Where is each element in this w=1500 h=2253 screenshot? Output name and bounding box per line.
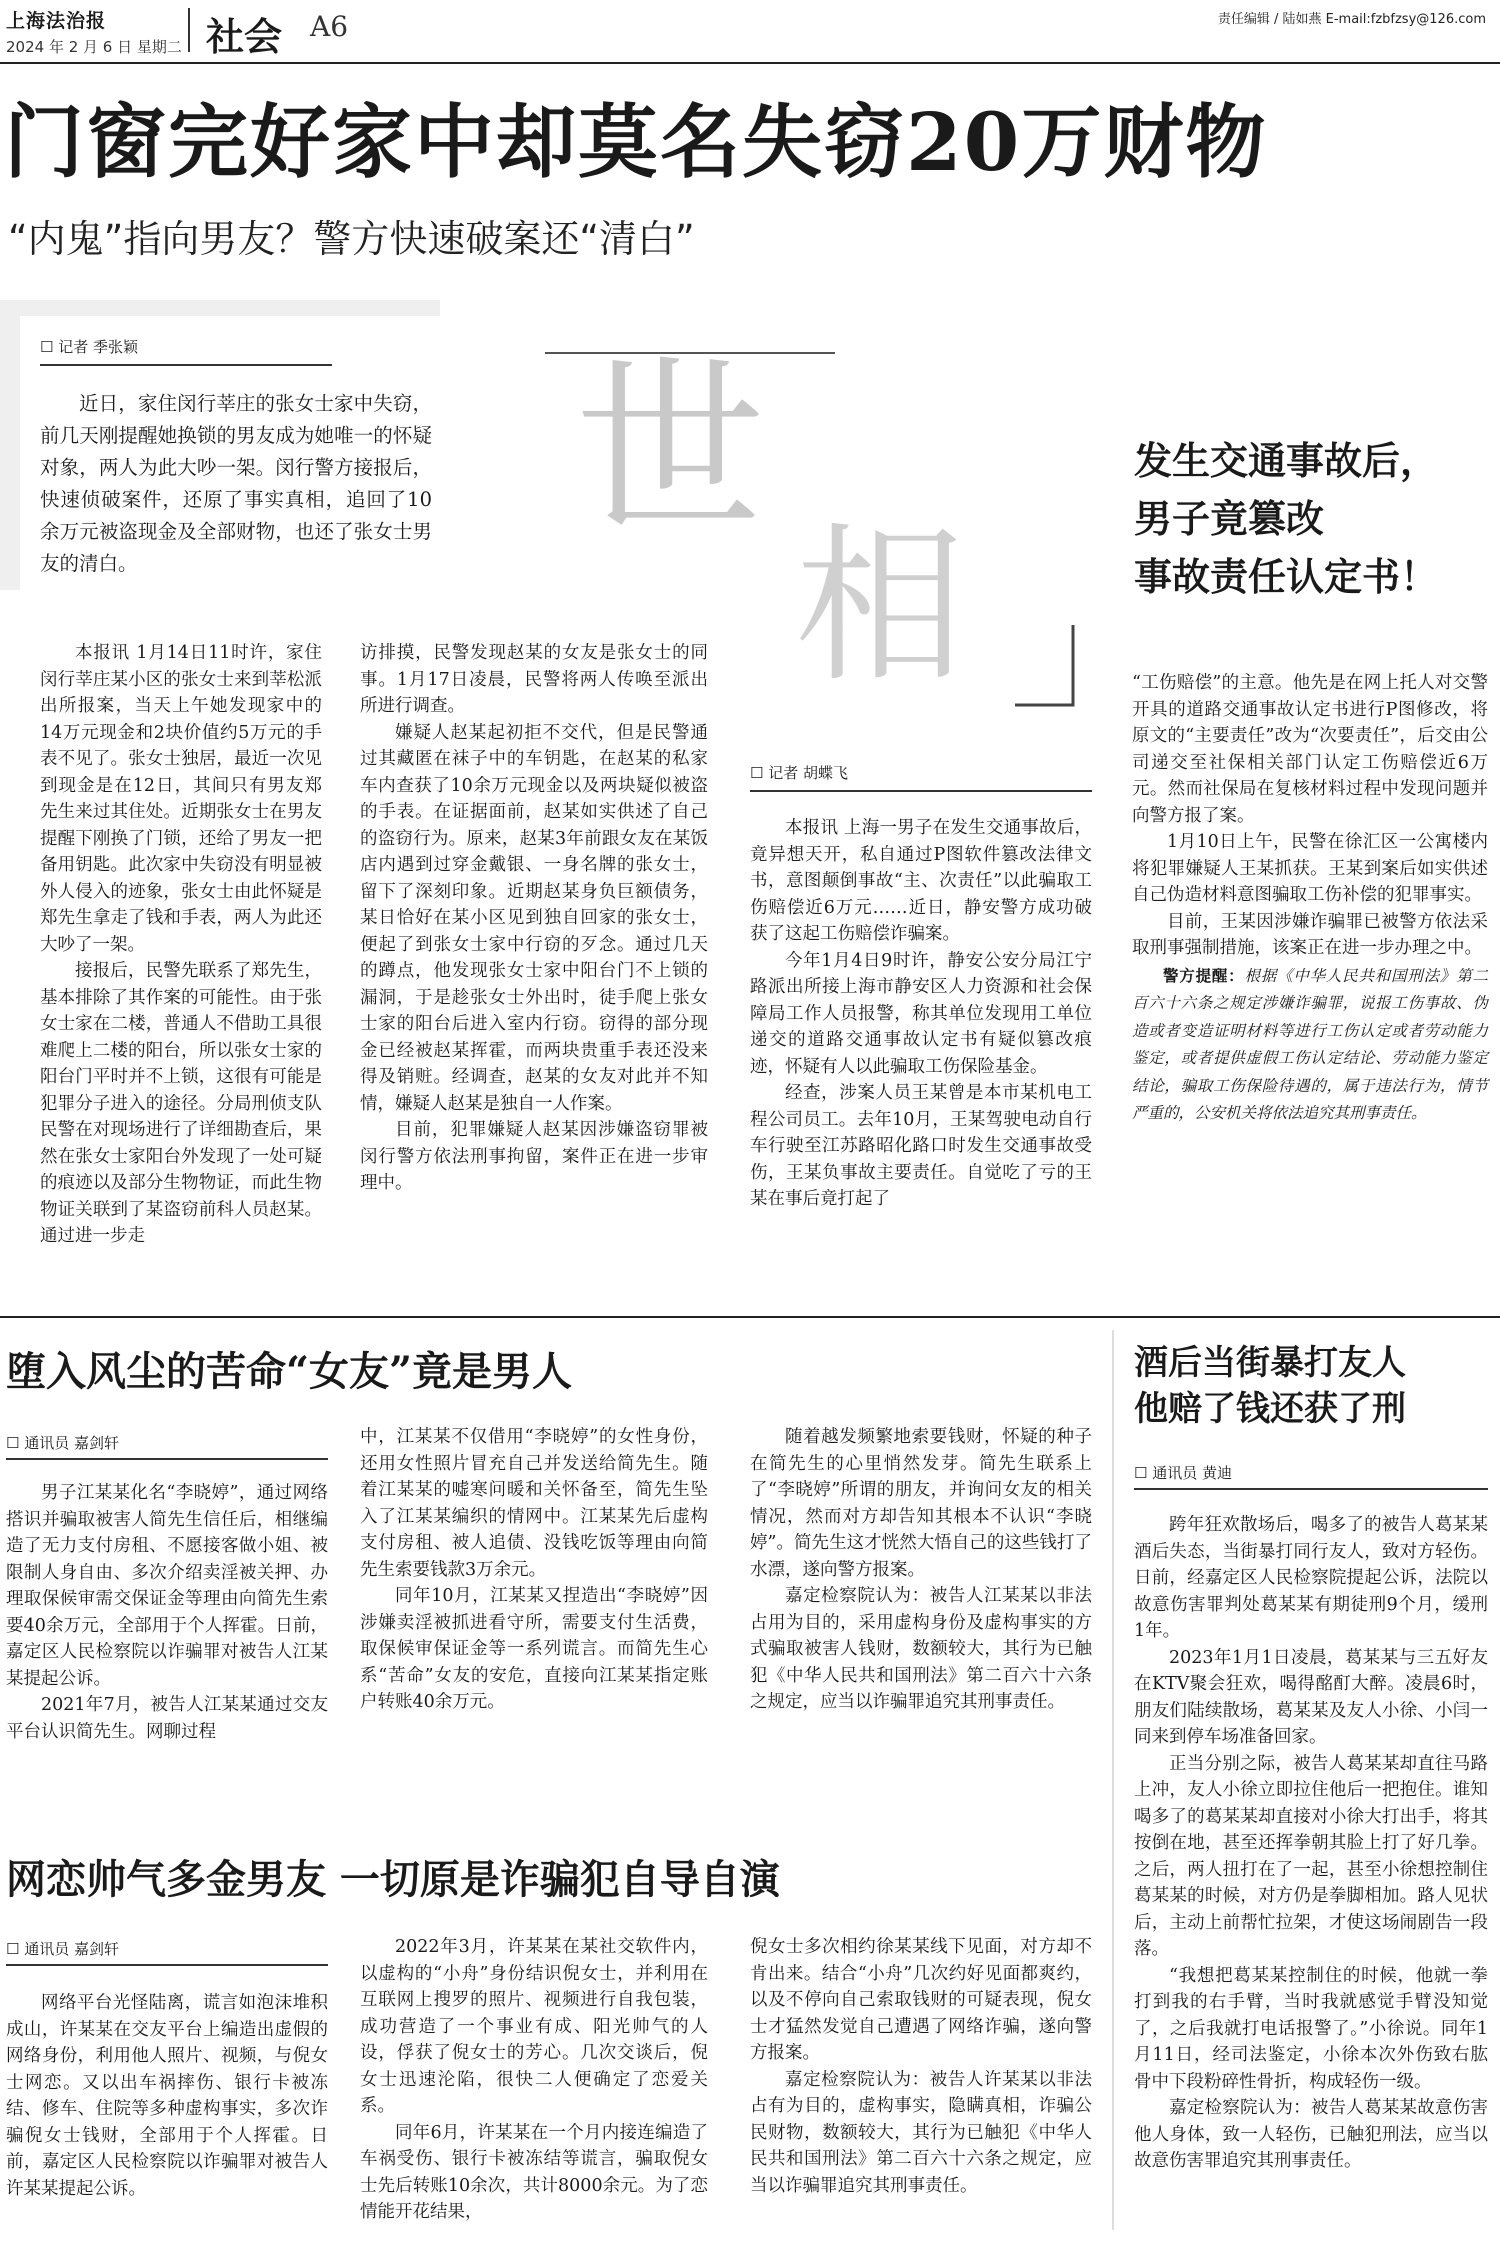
paragraph: 目前，王某因涉嫌诈骗罪已被警方依法采取刑事强制措施，该案正在进一步办理之中。 xyxy=(1132,911,1488,958)
paragraph: 网络平台光怪陆离，谎言如泡沫堆积成山，许某某在交友平台上编造出虚假的网络身份，利用他人照片、视频，与倪女士网恋。又以出车祸摔伤、银行卡被冻结、修车、住院等多种虚构事实，多次诈骗倪女士钱财，全部用于个人挥霍。日前，嘉定区人民检察院以诈骗罪对被告人许某某提起公诉。 xyxy=(6,1993,328,2199)
story2-byline: ☐ 通讯员 嘉剑轩 xyxy=(6,1434,119,1452)
paragraph: 嘉定检察院认为：被告人许某某以非法占有为目的，虚构事实，隐瞒真相，诈骗公民财物，数额较大，其行为已触犯《中华人民共和国刑法》第二百六十六条之规定，应当以诈骗罪追究其刑事责任。 xyxy=(750,2069,1092,2196)
paragraph: 倪女士多次相约徐某某线下见面，对方却不肯出来。结合“小舟”几次约好见面都爽约，以及不停向自己索取钱财的可疑表现，倪女士才猛然发觉自己遭遇了网络诈骗，遂向警方报案。 xyxy=(750,1937,1092,2063)
story3-column xyxy=(1134,1512,1488,2175)
paragraph: 本报讯 1月14日11时许，家住闵行莘庄某小区的张女士来到莘松派出所报案，当天上午她发现家中的14万元现金和2块价值约5万元的手表不见了。张女士独居，最近一次见到现金是在12日，其间只有男友郑先生来过其住处。近期张女士在男友提醒下刚换了门锁，还给了男友一把备用钥匙。此次家中失窃没有明显被外人侵入的迹象，张女士由此怀疑是郑先生拿走了钱和手表，两人为此还大吵了一架。 xyxy=(40,643,322,955)
paragraph: 随着越发频繁地索要钱财，怀疑的种子在简先生的心里悄然发芽。简先生联系上了“李晓婷”所谓的朋友，并询问女友的相关情况，然而对方却告知其根本不认识“李晓婷”。简先生这才恍然大悟自己的这些钱打了水漂，遂向警方报案。 xyxy=(750,1427,1092,1580)
paragraph: 同年6月，许某某在一个月内接连编造了车祸受伤、银行卡被冻结等谎言，骗取倪女士先后转账10余次，共计8000余元。为了恋情能开花结果， xyxy=(360,2122,708,2222)
warning-label: 警方提醒： xyxy=(1163,965,1245,985)
story4-byline: ☐ 通讯员 嘉剑轩 xyxy=(6,1940,119,1958)
story3-byline: ☐ 通讯员 黄迪 xyxy=(1134,1464,1232,1482)
paragraph: 2023年1月1日凌晨，葛某某与三五好友在KTV聚会狂欢，喝得酩酊大醉。凌晨6时，朋友们陆续散场，葛某某及友人小徐、小闫一同来到停车场准备回家。 xyxy=(1134,1647,1488,1747)
feature-title-line: 发生交通事故后， xyxy=(1134,438,1439,483)
paragraph: “工伤赔偿”的主意。他先是在网上托人对交警开具的道路交通事故认定书进行P图修改，将原文的“主要责任”改为“次要责任”，后交由公司递交至社保相关部门认定工伤赔偿近6万元。然而社保局在复核材料过程中发现问题并向警方报了案。 xyxy=(1132,673,1488,826)
byline-box-icon: ☐ xyxy=(1134,1464,1153,1482)
byline-rule xyxy=(1134,1488,1488,1490)
masthead xyxy=(0,0,1500,60)
feature-title xyxy=(1134,432,1438,606)
feature-column-1 xyxy=(750,815,1092,1213)
byline-rule xyxy=(6,1964,328,1966)
paragraph: 今年1月4日9时许，静安公安分局江宁路派出所接上海市静安区人力资源和社会保障局工作人员报警，称其单位发现用工单位递交的道路交通事故认定书有疑似篡改痕迹，怀疑有人以此骗取工伤保险基金。 xyxy=(750,950,1092,1077)
decor-char-1: 世 xyxy=(575,339,766,560)
feature-column-2 xyxy=(1132,670,1488,1128)
story3-title-line: 酒后当街暴打友人 xyxy=(1134,1343,1406,1383)
byline-box-icon: ☐ xyxy=(6,1940,25,1958)
paragraph: 中，江某某不仅借用“李晓婷”的女性身份，还用女性照片冒充自己并发送给简先生。随着江某某的嘘寒问暖和关怀备至，简先生坠入了江某某编织的情网中。江某某先后虚构支付房租、被人追债、没钱吃饭等理由向简先生索要钱款3万余元。 xyxy=(360,1427,708,1580)
paragraph: 1月10日上午，民警在徐汇区一公寓楼内将犯罪嫌疑人王某抓获。王某到案后如实供述自己伪造材料意图骗取工伤补偿的犯罪事实。 xyxy=(1132,832,1488,905)
lead-column-2 xyxy=(360,640,708,1197)
paragraph: 本报讯 上海一男子在发生交通事故后，竟异想天开，私自通过P图软件篡改法律文书，意图颠倒事故“主、次责任”以此骗取工伤赔偿近6万元……近日，静安警方成功破获了这起工伤赔偿诈骗案。 xyxy=(750,818,1092,944)
decor-char-2: 相 xyxy=(795,508,966,706)
story4-title: 网恋帅气多金男友 一切原是诈骗犯自导自演 xyxy=(6,1856,780,1903)
byline-box-icon: ☐ xyxy=(750,764,769,782)
story4-column-2 xyxy=(360,1934,708,2226)
story2-column-3 xyxy=(750,1424,1092,1716)
feature-title-line: 事故责任认定书！ xyxy=(1134,554,1439,599)
lead-intro: 近日，家住闵行莘庄的张女士家中失窃，前几天刚提醒她换锁的男友成为她唯一的怀疑对象，两人为此大吵一架。闵行警方接报后，快速侦破案件，还原了事实真相，追回了10余万元被盗现金及全部财物，也还了张女士男友的清白。 xyxy=(40,392,432,575)
paragraph: 正当分别之际，被告人葛某某却直往马路上冲，友人小徐立即拉住他后一把抱住。谁知喝多了的葛某某却直接对小徐大打出手，将其按倒在地，甚至还挥拳朝其脸上打了好几拳。之后，两人扭打在了一起，甚至小徐想控制住葛某某的时候，对方仍是拳脚相加。路人见状后，主动上前帮忙拉架，才使这场闹剧告一段落。 xyxy=(1134,1753,1488,1959)
story2-title: 堕入风尘的苦命“女友”竟是男人 xyxy=(6,1348,573,1395)
paragraph: 访排摸，民警发现赵某的女友是张女士的同事。1月17日凌晨，民警将两人传唤至派出所进行调查。 xyxy=(360,643,708,716)
paragraph: 2022年3月，许某某在某社交软件内，以虚构的“小舟”身份结识倪女士，并利用在互联网上搜罗的照片、视频进行自我包装，成功营造了一个事业有成、阳光帅气的人设，俘获了倪女士的芳心。几次交谈后，倪女士迅速沦陷，很快二人便确定了恋爱关系。 xyxy=(360,1937,708,2116)
warning-text: 根据《中华人民共和国刑法》第二百六十六条之规定涉嫌诈骗罪，说报工伤事故、伪造或者变造证明材料等进行工伤认定或者劳动能力鉴定，或者提供虚假工伤认定结论、劳动能力鉴定结论，骗取工伤保险待遇的，属于违法行为，情节严重的，公安机关将依法追究其刑事责任。 xyxy=(1132,966,1488,1122)
paragraph: 同年10月，江某某又捏造出“李晓婷”因涉嫌卖淫被抓进看守所，需要支付生活费，取保候审保证金等一系列谎言。而简先生心系“苦命”女友的安危，直接向江某某指定账户转账40余万元。 xyxy=(360,1586,708,1712)
paragraph: 嘉定检察院认为：被告人葛某某故意伤害他人身体，致一人轻伤，已触犯刑法，应当以故意伤害罪追究其刑事责任。 xyxy=(1134,2098,1488,2171)
masthead-divider xyxy=(188,8,190,52)
feature-title-line: 男子竟篡改 xyxy=(1134,496,1325,541)
byline-rule xyxy=(750,790,1092,792)
paragraph: 男子江某某化名“李晓婷”，通过网络搭识并骗取被害人简先生信任后，相继编造了无力支付房租、不愿接客做小姐、被限制人身自由、多次介绍卖淫被关押、办理取保候审需交保证金等理由向简先生索要40余万元，全部用于个人挥霍。日前，嘉定区人民检察院以诈骗罪对被告人江某某提起公诉。 xyxy=(6,1483,328,1689)
masthead-rule xyxy=(0,62,1500,64)
issue-date: 2024 年 2 月 6 日 星期二 xyxy=(6,38,182,56)
story2-column-1 xyxy=(6,1480,328,1745)
police-warning xyxy=(1132,962,1488,1128)
byline-box-icon: ☐ xyxy=(40,338,59,356)
page-number: A6 xyxy=(310,10,349,43)
feature-byline: ☐ 记者 胡蝶飞 xyxy=(750,764,848,782)
paragraph: 目前，犯罪嫌疑人赵某因涉嫌盗窃罪被闵行警方依法刑事拘留，案件正在进一步审理中。 xyxy=(360,1120,708,1193)
paragraph: 嫌疑人赵某起初拒不交代，但是民警通过其藏匿在袜子中的车钥匙，在赵某的私家车内查获了10余万元现金以及两块疑似被盗的手表。在证据面前，赵某如实供述了自己的盗窃行为。原来，赵某3年前跟女友在某饭店内遇到过穿金戴银、一身名牌的张女士，留下了深刻印象。近期赵某身负巨额债务，某日恰好在某小区见到独自回家的张女士，便起了到张女士家中行窃的歹念。通过几天的蹲点，他发现张女士家中阳台门不上锁的漏洞，于是趁张女士外出时，徒手爬上张女士家的阳台后进入室内行窃。窃得的部分现金已经被赵某挥霍，而两块贵重手表还没来得及销赃。经调查，赵某的女友对此并不知情，嫌疑人赵某是独自一人作案。 xyxy=(360,722,708,1114)
paragraph: “我想把葛某某控制住的时候，他就一拳打到我的右手臂，当时我就感觉手臂没知觉了，之后我就打电话报警了。”小徐说。同年1月11日，经司法鉴定，小徐本次外伤致右肱骨中下段粉碎性骨折，构成轻伤一级。 xyxy=(1134,1965,1488,2092)
editor-credit: 责任编辑 / 陆如燕 E-mail:fzbfzsy@126.com xyxy=(1217,12,1486,27)
paragraph: 经查，涉案人员王某曾是本市某机电工程公司员工。去年10月，王某驾驶电动自行车行驶至江苏路昭化路口时发生交通事故受伤，王某负事故主要责任。自觉吃了亏的王某在事后竟打起了 xyxy=(750,1083,1092,1209)
story4-column-1 xyxy=(6,1990,328,2202)
paragraph: 跨年狂欢散场后，喝多了的被告人葛某某酒后失态，当街暴打同行友人，致对方轻伤。日前，经嘉定区人民检察院提起公诉，法院以故意伤害罪判处葛某某有期徒刑9个月，缓刑1年。 xyxy=(1134,1515,1488,1641)
story3-title-line: 他赔了钱还获了刑 xyxy=(1134,1389,1406,1429)
story2-column-2 xyxy=(360,1424,708,1716)
paragraph: 接报后，民警先联系了郑先生，基本排除了其作案的可能性。由于张女士家在二楼，普通人不借助工具很难爬上二楼的阳台，所以张女士家的阳台门平时并不上锁，这很有可能是犯罪分子进入的途径。分局刑侦支队民警在对现场进行了详细勘查后，果然在张女士家阳台外发现了一处可疑的痕迹以及部分生物物证，而此生物物证关联到了某盗窃前科人员赵某。通过进一步走 xyxy=(40,961,322,1246)
byline-box-icon: ☐ xyxy=(6,1434,25,1452)
story3-title xyxy=(1134,1340,1406,1432)
newspaper-logo: 上海法治报 xyxy=(6,10,107,32)
byline-rule xyxy=(40,364,332,366)
lead-headline: 门窗完好家中却莫名失窃20万财物 xyxy=(4,95,1268,189)
lead-subheadline: “内鬼”指向男友？警方快速破案还“清白” xyxy=(8,217,695,261)
byline-rule xyxy=(6,1458,328,1460)
lead-byline: ☐ 记者 季张颖 xyxy=(40,338,138,356)
paragraph: 嘉定检察院认为：被告人江某某以非法占用为目的，采用虚构身份及虚构事实的方式骗取被害人钱财，数额较大，其行为已触犯《中华人民共和国刑法》第二百六十六条之规定，应当以诈骗罪追究其刑事责任。 xyxy=(750,1586,1092,1712)
column-divider xyxy=(1112,1330,1114,2230)
paragraph: 2021年7月，被告人江某某通过交友平台认识简先生。网聊过程 xyxy=(6,1695,328,1742)
section-divider xyxy=(0,1316,1500,1318)
story4-column-3 xyxy=(750,1934,1092,2199)
calligraphy-decoration xyxy=(545,325,1135,715)
lead-column-1 xyxy=(40,640,322,1250)
section-name: 社会 xyxy=(206,14,283,59)
